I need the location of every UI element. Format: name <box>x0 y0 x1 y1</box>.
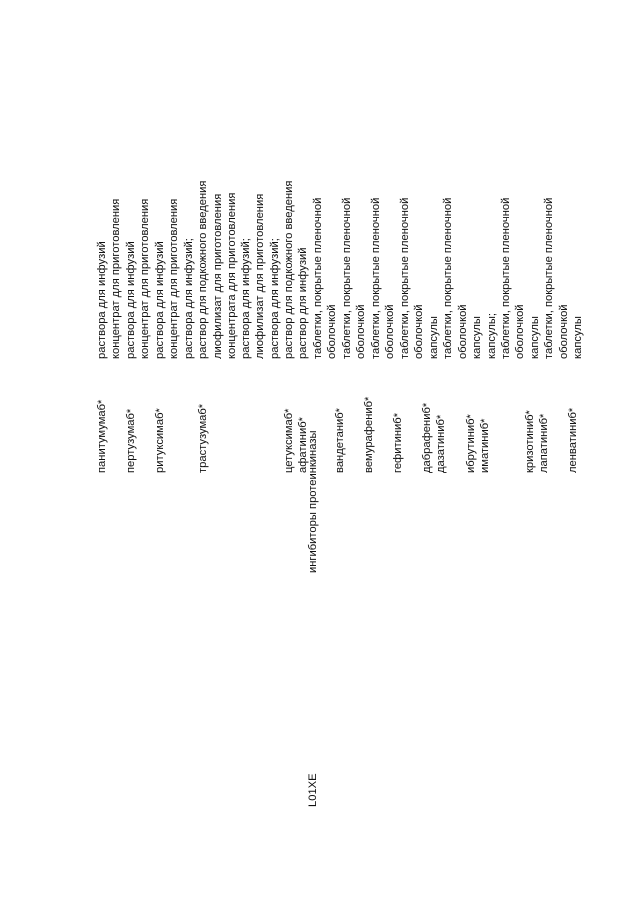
drug-name: вандетаниб* <box>334 407 346 473</box>
dosage-form-line: оболочкой <box>457 304 469 359</box>
drug-name: иматиниб* <box>479 418 491 473</box>
dosage-form-line: раствор для подкожного введения <box>197 180 209 359</box>
dosage-form-line: раствора для инфузий <box>125 241 137 359</box>
dosage-form-line: оболочкой <box>326 304 338 359</box>
dosage-form-line: оболочкой <box>384 304 396 359</box>
dosage-form-line: раствор для подкожного введения <box>283 180 295 359</box>
dosage-form-line: лиофилизат для приготовления <box>212 193 224 359</box>
dosage-form-line: концентрата для приготовления <box>226 192 238 359</box>
dosage-form-line: капсулы <box>428 316 440 359</box>
dosage-form-line: оболочкой <box>514 304 526 359</box>
drug-name: афатиниб* <box>297 417 309 473</box>
dosage-form-line: оболочкой <box>558 304 570 359</box>
dosage-form-line: оболочкой <box>413 304 425 359</box>
dosage-form-line: раствора для инфузий; <box>183 238 195 359</box>
atc-group-name: ингибиторы протеинкиназы <box>307 430 319 573</box>
dosage-form-line: капсулы <box>572 316 584 359</box>
dosage-form-line: таблетки, покрытые пленочной <box>341 197 353 359</box>
dosage-form-line: раствора для инфузий; <box>269 238 281 359</box>
atc-code: L01XE <box>307 773 319 807</box>
dosage-form-line: концентрат для приготовления <box>168 198 180 359</box>
drug-name: ритуксимаб* <box>154 408 166 473</box>
dosage-form-line: таблетки, покрытые пленочной <box>312 197 324 359</box>
dosage-form-line: таблетки, покрытые пленочной <box>370 197 382 359</box>
dosage-form-line: раствора для инфузий <box>96 241 108 359</box>
dosage-form-line: таблетки, покрытые пленочной <box>399 197 411 359</box>
dosage-form-line: лиофилизат для приготовления <box>254 193 266 359</box>
dosage-form-line: капсулы <box>529 316 541 359</box>
drug-name: пертузумаб* <box>125 408 137 473</box>
dosage-form-line: раствора для инфузий; <box>240 238 252 359</box>
drug-name: трастузумаб* <box>197 403 209 473</box>
drug-name: дазатиниб* <box>435 414 447 473</box>
dosage-form-line: раствора для инфузий <box>154 241 166 359</box>
dosage-form-line: таблетки, покрытые пленочной <box>442 197 454 359</box>
dosage-form-line: концентрат для приготовления <box>110 198 122 359</box>
drug-name: дабрафениб* <box>421 402 433 473</box>
drug-name: панитумумаб* <box>96 399 108 473</box>
drug-name: гефитиниб* <box>392 412 404 473</box>
drug-name: ибрутиниб* <box>465 414 477 473</box>
dosage-form-line: капсулы; <box>486 312 498 359</box>
dosage-form-line: оболочкой <box>355 304 367 359</box>
dosage-form-line: раствор для инфузий <box>297 247 309 359</box>
dosage-form-line: таблетки, покрытые пленочной <box>500 197 512 359</box>
drug-name: кризотиниб* <box>524 410 536 473</box>
dosage-form-line: капсулы <box>471 316 483 359</box>
drug-name: ленватиниб* <box>567 407 579 473</box>
dosage-form-line: таблетки, покрытые пленочной <box>543 197 555 359</box>
drug-name: лапатиниб* <box>538 413 550 473</box>
dosage-form-line: концентрат для приготовления <box>139 198 151 359</box>
drug-name: цетуксимаб* <box>283 408 295 473</box>
drug-name: вемурафениб* <box>363 396 375 473</box>
